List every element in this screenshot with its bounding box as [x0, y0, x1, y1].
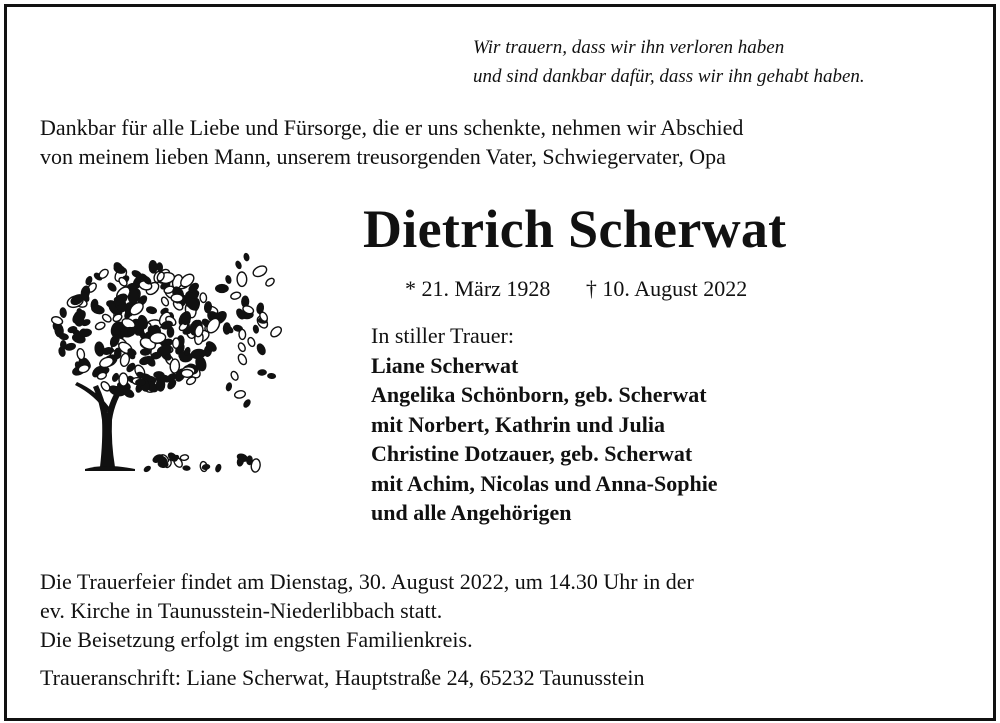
mourner-line: Christine Dotzauer, geb. Scherwat	[371, 441, 693, 466]
service-line: Die Trauerfeier findet am Dienstag, 30. August 2022, um 14.30 Uhr in der	[40, 569, 694, 594]
life-dates	[405, 275, 747, 303]
obituary-notice	[4, 4, 996, 721]
death-date: † 10. August 2022	[585, 276, 748, 301]
birth-date: * 21. März 1928	[405, 276, 551, 301]
mourner-line: Angelika Schönborn, geb. Scherwat	[371, 382, 707, 407]
intro-line: von meinem lieben Mann, unserem treusorgenden Vater, Schwiegervater, Opa	[40, 144, 726, 169]
mourner-line: und alle Angehörigen	[371, 500, 572, 525]
mourner-line: Liane Scherwat	[371, 352, 519, 378]
mourner-line: mit Achim, Nicolas und Anna-Sophie	[371, 470, 718, 496]
mourners-list	[371, 321, 718, 528]
quote-line: und sind dankbar dafür, dass wir ihn gehabt haben.	[473, 66, 865, 87]
intro-line: Dankbar für alle Liebe und Fürsorge, die er uns schenkte, nehmen wir Abschied	[40, 115, 744, 140]
mourner-line: mit Norbert, Kathrin und Julia	[371, 411, 665, 437]
service-line: Die Beisetzung erfolgt im engsten Familienkreis.	[40, 627, 473, 652]
windblown-tree-icon	[45, 235, 285, 475]
mourners-heading: In stiller Trauer:	[371, 323, 514, 348]
mourning-address: Traueranschrift: Liane Scherwat, Hauptstraße 24, 65232 Taunusstein	[40, 665, 645, 690]
deceased-name: Dietrich Scherwat	[363, 199, 787, 259]
intro-text	[40, 113, 743, 171]
memorial-quote	[473, 33, 865, 91]
service-details	[40, 567, 694, 654]
service-line: ev. Kirche in Taunusstein-Niederlibbach statt.	[40, 598, 443, 623]
quote-line: Wir trauern, dass wir ihn verloren haben	[473, 37, 785, 58]
